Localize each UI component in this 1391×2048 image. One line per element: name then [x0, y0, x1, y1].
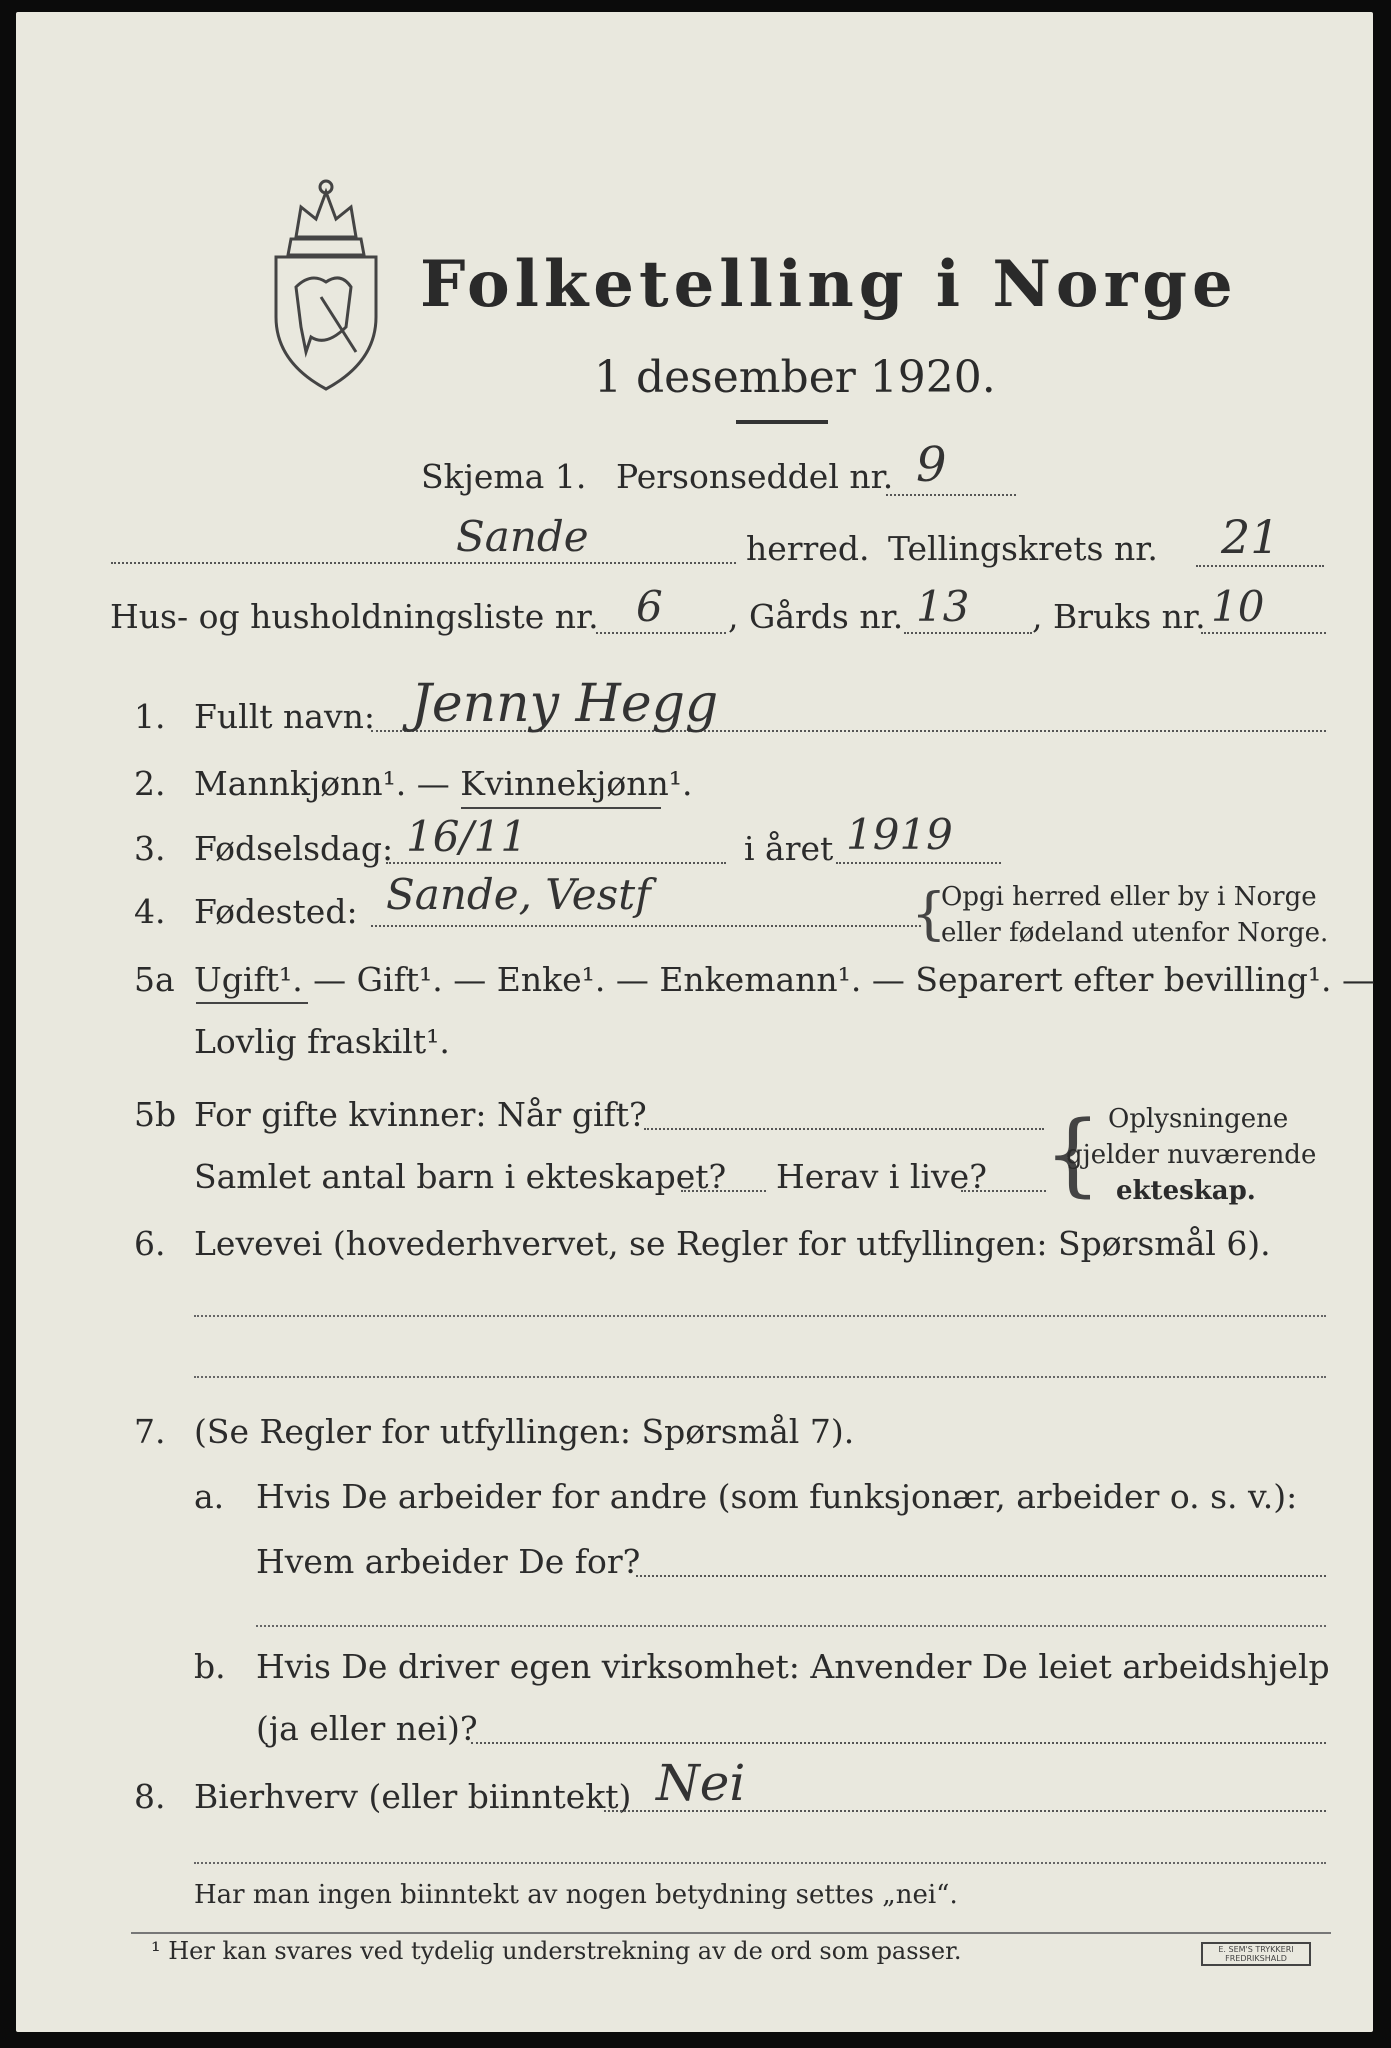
- q4-label: Fødested:: [194, 892, 358, 931]
- footnote: ¹ Her kan svares ved tydelig understrekning av de ord som passer.: [151, 1937, 962, 1965]
- q5b-label-2: Samlet antal barn i ekteskapet?: [194, 1157, 727, 1196]
- q8-note: Har man ingen biinntekt av nogen betydning settes „nei“.: [194, 1880, 958, 1910]
- herred-label: herred.: [746, 529, 870, 568]
- q3-value: 16/11: [406, 812, 528, 861]
- q7b-line: [471, 1742, 1326, 1744]
- q7b-label-2: (ja eller nei)?: [256, 1709, 478, 1748]
- hus-label: Hus- og husholdningsliste nr.: [110, 597, 599, 636]
- q5b-line-2: [681, 1190, 766, 1192]
- q8-value: Nei: [656, 1754, 746, 1812]
- tellingskrets-label: Tellingskrets nr.: [888, 529, 1158, 568]
- q5a-underline: [196, 1002, 308, 1004]
- q5a-label-2: Lovlig fraskilt¹.: [194, 1022, 450, 1061]
- q5a-number: 5a: [134, 960, 175, 999]
- gards-line: [904, 632, 1032, 634]
- footer-rule: [131, 1932, 1331, 1934]
- bruks-label: , Bruks nr.: [1032, 597, 1206, 636]
- q4-line: [371, 925, 921, 927]
- q7a-line-2: [256, 1625, 1326, 1627]
- gards-label: , Gårds nr.: [728, 597, 904, 636]
- hus-value: 6: [636, 582, 663, 631]
- q6-line-2: [194, 1376, 1326, 1378]
- q7-number: 7.: [134, 1412, 166, 1451]
- q4-number: 4.: [134, 892, 166, 931]
- q5b-label-3: Herav i live?: [776, 1157, 987, 1196]
- q4-note-2: eller fødeland utenfor Norge.: [941, 918, 1329, 948]
- q3-line: [386, 862, 726, 864]
- q5a-label: Ugift¹. — Gift¹. — Enke¹. — Enkemann¹. — Separert efter bevilling¹. —: [194, 960, 1376, 999]
- q6-label: Levevei (hovederhvervet, se Regler for utfyllingen: Spørsmål 6).: [194, 1224, 1271, 1263]
- q6-line-1: [194, 1315, 1326, 1317]
- herred-line: [111, 562, 736, 564]
- personseddel-line: [886, 494, 1016, 496]
- q7b-label: Hvis De driver egen virksomhet: Anvender De leiet arbeidshjelp: [256, 1647, 1330, 1686]
- q8-number: 8.: [134, 1777, 166, 1816]
- q4-note-1: Opgi herred eller by i Norge: [941, 882, 1317, 912]
- q5b-label-1: For gifte kvinner: Når gift?: [194, 1095, 647, 1134]
- q3-year-value: 1919: [846, 810, 953, 859]
- q2-underline: [461, 807, 661, 809]
- form-title: Folketelling i Norge: [420, 247, 1238, 322]
- q7a-number: a.: [194, 1477, 225, 1516]
- q1-label: Fullt navn:: [194, 697, 375, 736]
- q6-number: 6.: [134, 1224, 166, 1263]
- q4-value: Sande, Vestf: [386, 870, 651, 919]
- skjema-label: Skjema 1.: [421, 457, 587, 496]
- bruks-value: 10: [1211, 582, 1265, 631]
- q7b-number: b.: [194, 1647, 226, 1686]
- tellingskrets-value: 21: [1221, 510, 1280, 564]
- q7-label: (Se Regler for utfyllingen: Spørsmål 7).: [194, 1412, 855, 1451]
- bruks-line: [1201, 632, 1326, 634]
- q2-label: Mannkjønn¹. — Kvinnekjønn¹.: [194, 764, 693, 803]
- census-date: 1 desember 1920.: [594, 352, 996, 403]
- gards-value: 13: [916, 582, 970, 631]
- q7a-label: Hvis De arbeider for andre (som funksjonær, arbeider o. s. v.):: [256, 1477, 1298, 1516]
- q5b-number: 5b: [134, 1095, 177, 1134]
- q1-value: Jenny Hegg: [411, 674, 719, 734]
- q3-year-line: [836, 862, 1001, 864]
- personseddel-value: 9: [916, 437, 947, 493]
- q8-label: Bierhverv (eller biinntekt): [194, 1777, 632, 1816]
- q7a-line-1: [636, 1575, 1326, 1577]
- q8-line-2: [194, 1862, 1326, 1864]
- q1-number: 1.: [134, 697, 166, 736]
- coat-of-arms-icon: [266, 177, 386, 392]
- q4-brace: {: [911, 882, 947, 947]
- herred-value: Sande: [456, 512, 589, 561]
- q5b-line-3: [961, 1190, 1046, 1192]
- personseddel-label: Personseddel nr.: [616, 457, 894, 496]
- q3-number: 3.: [134, 829, 166, 868]
- divider: [736, 420, 828, 424]
- q3-year-label: i året: [744, 829, 834, 868]
- census-form: [16, 12, 1376, 2032]
- hus-line: [596, 632, 726, 634]
- q5b-line-1: [644, 1128, 1044, 1130]
- tellingskrets-line: [1196, 565, 1324, 567]
- printer-stamp: E. SEM'S TRYKKERI FREDRIKSHALD: [1201, 1942, 1311, 1966]
- q5b-note-1: Oplysningene: [1108, 1104, 1289, 1134]
- q2-number: 2.: [134, 764, 166, 803]
- q3-label: Fødselsdag:: [194, 829, 394, 868]
- q5b-note-3: ekteskap.: [1116, 1176, 1256, 1206]
- q7a-label-2: Hvem arbeider De for?: [256, 1542, 641, 1581]
- q5b-brace: {: [1044, 1102, 1102, 1207]
- q5b-note-2: gjelder nuværende: [1066, 1140, 1317, 1170]
